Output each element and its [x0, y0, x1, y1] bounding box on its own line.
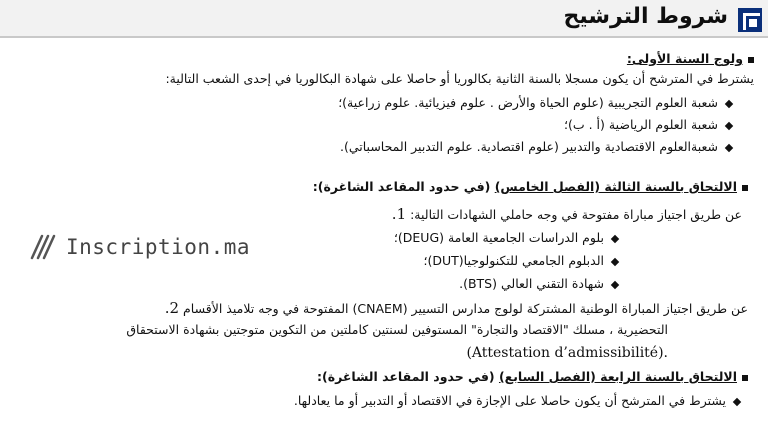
- list-item: يشترط في المترشح أن يكون حاصلا على الإجازة في الاقتصاد أو التدبير أو ما يعادلها.: [294, 392, 740, 410]
- list-item: شعبة العلوم التجريبية (علوم الحياة والأرض . علوم فيزيائية. علوم زراعية)؛: [338, 94, 732, 112]
- corner-square-icon: [738, 8, 762, 32]
- slash-lines-icon: [28, 232, 58, 262]
- section2-heading: الالتحاق بالسنة الثالثة (الفصل الخامس) (في حدود المقاعد الشاغرة):: [10, 178, 748, 196]
- watermark: [28, 230, 250, 264]
- diamond-bullet-icon: [725, 121, 733, 129]
- section3-heading: الالتحاق بالسنة الرابعة (الفصل السابع) (في حدود المقاعد الشاغرة):: [10, 368, 748, 386]
- page-header: [0, 0, 768, 38]
- page-title: شروط الترشيح: [563, 4, 728, 29]
- square-bullet-icon: [742, 375, 748, 381]
- diamond-bullet-icon: [725, 143, 733, 151]
- list-item: بلوم الدراسات الجامعية العامة (DEUG)؛: [394, 229, 618, 247]
- list-item: شهادة التقني العالي (BTS).: [459, 275, 618, 293]
- square-bullet-icon: [748, 57, 754, 63]
- list-item: الدبلوم الجامعي للتكنولوجيا(DUT)؛: [424, 252, 619, 270]
- list-item: شعبةالعلوم الاقتصادية والتدبير (علوم اقتصادية. علوم التدبير المحاسباتي).: [340, 138, 732, 156]
- diamond-bullet-icon: [733, 397, 741, 405]
- numbered-item-1: عن طريق اجتياز مباراة مفتوحة في وجه حاملي الشهادات التالية: 1.: [391, 205, 742, 223]
- section1-intro: يشترط في المترشح أن يكون مسجلا بالسنة الثانية بكالوريا أو حاصلا على شهادة البكالوريا في إحدى الشعب التالية:: [165, 71, 754, 86]
- watermark-text: Inscription.ma: [66, 235, 251, 259]
- diamond-bullet-icon: [611, 234, 619, 242]
- diamond-bullet-icon: [611, 257, 619, 265]
- numbered-item-2: عن طريق اجتياز المباراة الوطنية المشتركة لولوج مدارس التسيير (CNAEM) المفتوحة في وجه تلاميذ الأقسام 2.: [164, 299, 748, 317]
- list-item: شعبة العلوم الرياضية (أ . ب)؛: [564, 116, 732, 134]
- numbered-item-2-line2: التحضيرية ، مسلك "الاقتصاد والتجارة" المستوفين لسنتين كاملتين من التكوين متوجتين بشهادة الاستحقاق: [126, 322, 668, 337]
- square-bullet-icon: [742, 185, 748, 191]
- diamond-bullet-icon: [725, 99, 733, 107]
- attestation-text: (Attestation d’admissibilité).: [466, 345, 668, 361]
- diamond-bullet-icon: [611, 280, 619, 288]
- section1-heading: ولوج السنة الأولى:: [10, 50, 754, 68]
